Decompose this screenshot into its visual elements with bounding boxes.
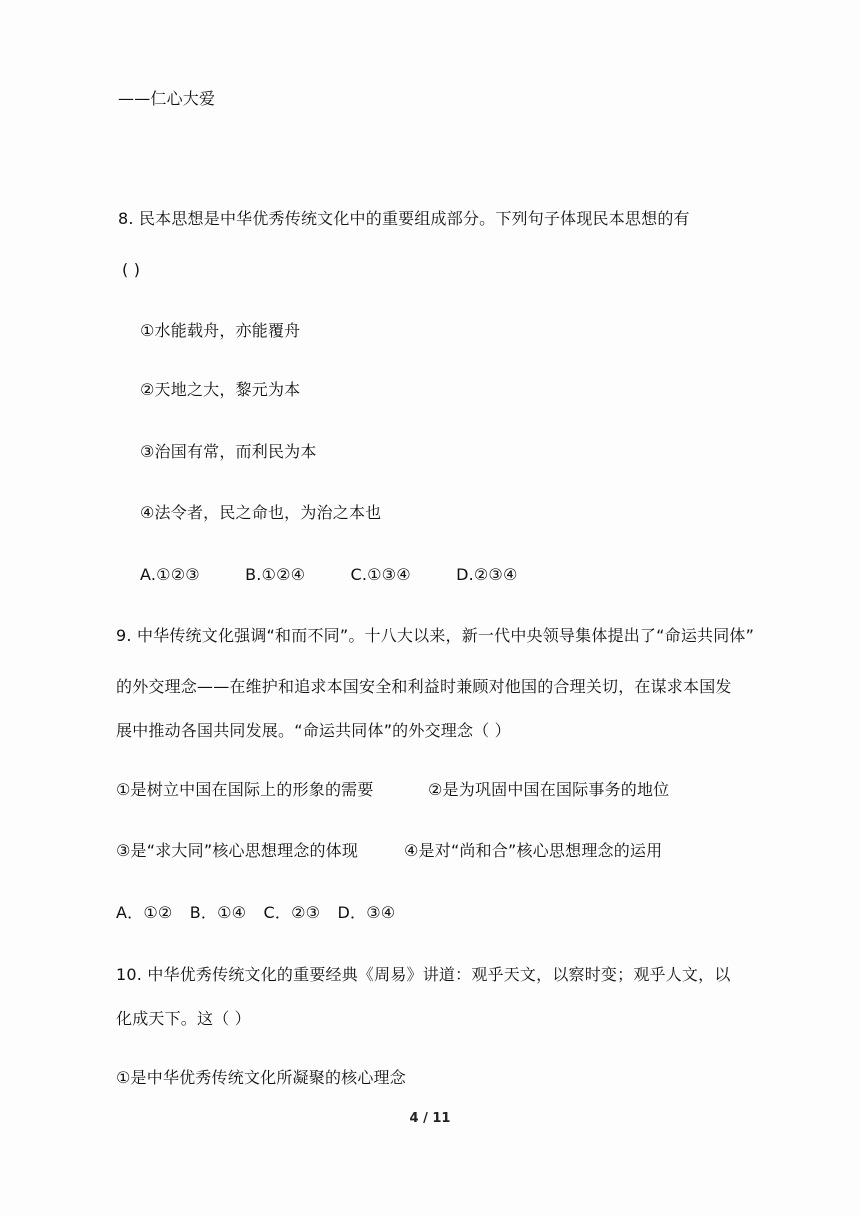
q8-item-3: ③治国有常，而利民为本 (140, 442, 317, 461)
q9-stem-line-3: 展中推动各国共同发展。“命运共同体”的外交理念（ ） (116, 721, 511, 740)
q9-item-1: ①是树立中国在国际上的形象的需要 (116, 780, 374, 799)
q8-item-2: ②天地之大，黎元为本 (140, 380, 301, 399)
q8-option-c: C.①③④ (350, 565, 411, 584)
q10-item-1: ①是中华优秀传统文化所凝聚的核心理念 (116, 1068, 406, 1087)
q9-option-c: C．②③ (263, 903, 321, 922)
q9-options (116, 902, 407, 924)
closing-line: ——仁心大爱 (118, 89, 216, 108)
q9-option-a: A．①② (116, 903, 173, 922)
q8-answer-bracket: ( ) (122, 260, 141, 279)
q8-stem: 8. 民本思想是中华优秀传统文化中的重要组成部分。下列句子体现民本思想的有 (118, 209, 690, 228)
q8-option-d: D.②③④ (456, 565, 518, 584)
q10-stem-line-2: 化成天下。这（ ） (116, 1009, 251, 1028)
q8-option-a: A.①②③ (140, 565, 200, 584)
q9-item-4: ④是对“尚和合”核心思想理念的运用 (404, 841, 663, 860)
q8-item-1: ①水能载舟，亦能覆舟 (140, 321, 301, 340)
q8-options (140, 564, 558, 586)
q9-stem-line-1: 9. 中华传统文化强调“和而不同”。十八大以来，新一代中央领导集体提出了“命运共同体” (116, 626, 755, 645)
q9-item-3: ③是“求大同”核心思想理念的体现 (116, 841, 359, 860)
page-number: 4 / 11 (409, 1111, 451, 1126)
q9-option-b: B．①④ (189, 903, 247, 922)
q8-option-b: B.①②④ (245, 565, 306, 584)
q8-item-4: ④法令者，民之命也，为治之本也 (140, 503, 382, 522)
q10-stem-line-1: 10. 中华优秀传统文化的重要经典《周易》讲道：观乎天文，以察时变；观乎人文，以 (116, 965, 731, 984)
q9-stem-line-2: 的外交理念——在维护和追求本国安全和利益时兼顾对他国的合理关切，在谋求本国发 (116, 677, 732, 696)
q9-item-2: ②是为巩固中国在国际事务的地位 (428, 780, 670, 799)
q9-option-d: D．③④ (337, 903, 396, 922)
